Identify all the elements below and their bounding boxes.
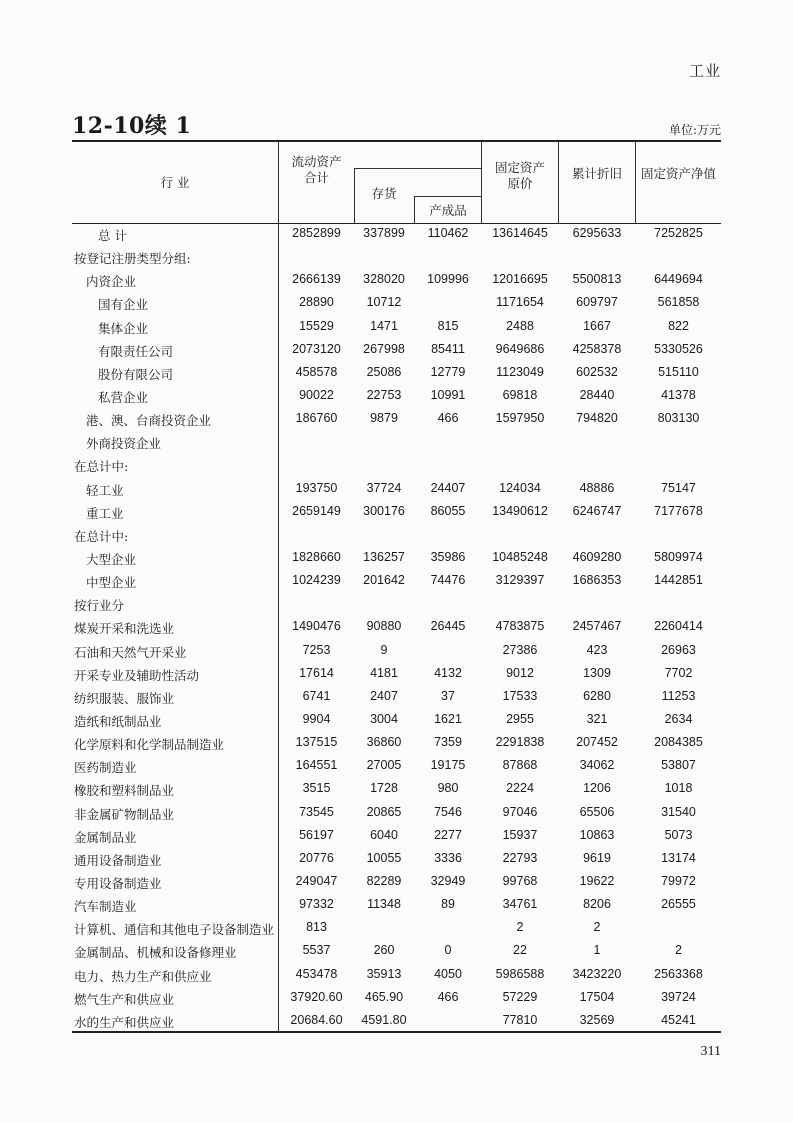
cell-value: 36860 xyxy=(366,735,402,750)
table-row xyxy=(72,778,721,801)
cell-value: 13490612 xyxy=(492,503,548,518)
table-row xyxy=(72,1010,721,1033)
cell-value: 37 xyxy=(441,688,455,703)
cell-value: 15529 xyxy=(299,318,334,333)
cell-value: 5330526 xyxy=(654,341,703,356)
cell-value: 602532 xyxy=(576,364,618,379)
table-row xyxy=(72,501,721,524)
table-body xyxy=(72,223,721,1033)
cell-value: 2073120 xyxy=(292,341,341,356)
cell-value: 815 xyxy=(437,318,459,333)
table-row xyxy=(72,570,721,593)
table-header xyxy=(72,142,721,224)
cell-value: 249047 xyxy=(295,873,338,888)
cell-value: 1728 xyxy=(370,781,398,796)
table-row xyxy=(72,339,721,362)
table-heading xyxy=(72,112,721,142)
cell-value: 1309 xyxy=(583,665,611,680)
cell-value: 90880 xyxy=(366,619,402,634)
cell-value: 124034 xyxy=(499,480,541,495)
cell-value: 69818 xyxy=(502,387,538,402)
cell-value: 37724 xyxy=(366,480,402,495)
table-row xyxy=(72,802,721,825)
cell-value: 45241 xyxy=(661,1012,696,1027)
cell-value: 561858 xyxy=(657,295,700,310)
cell-value: 9649686 xyxy=(495,341,545,356)
cell-value: 2488 xyxy=(506,318,534,333)
header-fixed-assets-original: 固定资产 原价 xyxy=(494,160,545,191)
cell-value: 4609280 xyxy=(572,549,622,564)
cell-value: 2260414 xyxy=(654,619,703,634)
cell-value: 22793 xyxy=(502,850,538,865)
table-row xyxy=(72,663,721,686)
cell-value: 22753 xyxy=(366,387,402,402)
table-row xyxy=(72,478,721,501)
cell-value: 82289 xyxy=(366,873,402,888)
cell-value: 3336 xyxy=(434,850,462,865)
cell-value: 27005 xyxy=(366,758,402,773)
row-label: 外商投资企业 xyxy=(86,436,162,452)
cell-value: 77810 xyxy=(502,1012,538,1027)
cell-value: 321 xyxy=(586,711,608,726)
cell-value: 0 xyxy=(444,943,452,958)
cell-value: 65506 xyxy=(579,804,615,819)
cell-value: 57229 xyxy=(502,989,538,1004)
cell-value: 97046 xyxy=(502,804,538,819)
cell-value: 9 xyxy=(380,642,388,657)
table-row xyxy=(72,755,721,778)
cell-value: 3129397 xyxy=(495,573,545,588)
bottom-rule xyxy=(72,1031,721,1033)
cell-value: 39724 xyxy=(661,989,696,1004)
cell-value: 201642 xyxy=(363,573,405,588)
cell-value: 10863 xyxy=(579,827,615,842)
row-label: 内资企业 xyxy=(86,274,137,290)
cell-value: 15937 xyxy=(502,827,538,842)
cell-value: 10712 xyxy=(366,295,402,310)
table-row xyxy=(72,362,721,385)
cell-value: 75147 xyxy=(661,480,696,495)
cell-value: 4050 xyxy=(434,966,462,981)
cell-value: 7177678 xyxy=(654,503,703,518)
header-divider xyxy=(354,168,481,169)
cell-value: 28890 xyxy=(299,295,334,310)
cell-value: 207452 xyxy=(576,735,618,750)
cell-value: 1686353 xyxy=(572,573,622,588)
cell-value: 300176 xyxy=(363,503,405,518)
cell-value: 5537 xyxy=(302,943,331,958)
cell-value: 24407 xyxy=(430,480,466,495)
row-label: 化学原料和化学制品制造业 xyxy=(74,737,225,753)
cell-value: 803130 xyxy=(657,411,700,426)
cell-value: 4258378 xyxy=(572,341,622,356)
table-row xyxy=(72,223,721,246)
cell-value: 6295633 xyxy=(572,226,622,240)
table-row xyxy=(72,269,721,292)
cell-value: 22 xyxy=(513,943,527,958)
table-row xyxy=(72,940,721,963)
cell-value: 337899 xyxy=(363,226,405,240)
row-label: 专用设备制造业 xyxy=(74,875,162,891)
table-row xyxy=(72,431,721,454)
row-label: 开采专业及辅助性活动 xyxy=(74,667,200,683)
cell-value: 2407 xyxy=(370,688,398,703)
table-row xyxy=(72,732,721,755)
cell-value: 5986588 xyxy=(495,966,545,981)
header-divider xyxy=(414,196,415,223)
row-label: 中型企业 xyxy=(86,575,137,591)
cell-value: 25086 xyxy=(366,364,402,379)
cell-value: 7702 xyxy=(664,665,693,680)
table-row xyxy=(72,871,721,894)
row-label: 股份有限公司 xyxy=(98,366,174,382)
header-divider xyxy=(354,168,355,223)
row-label: 按行业分 xyxy=(74,598,125,614)
cell-value: 2084385 xyxy=(654,735,703,750)
table-row xyxy=(72,454,721,477)
table-row xyxy=(72,316,721,339)
section-tag: 工业 xyxy=(688,62,721,80)
cell-value: 4181 xyxy=(370,665,398,680)
row-label: 轻工业 xyxy=(86,482,124,498)
cell-value: 97332 xyxy=(299,897,334,912)
header-divider xyxy=(558,142,559,223)
row-label: 计算机、通信和其他电子设备制造业 xyxy=(74,922,275,938)
cell-value: 4591.80 xyxy=(361,1012,407,1027)
cell-value: 3423220 xyxy=(572,966,622,981)
header-divider xyxy=(481,142,482,223)
table-row xyxy=(72,385,721,408)
table-row xyxy=(72,640,721,663)
cell-value: 73545 xyxy=(299,804,334,819)
cell-value: 11348 xyxy=(367,897,401,912)
cell-value: 466 xyxy=(437,989,459,1004)
cell-value: 32949 xyxy=(430,873,466,888)
cell-value: 2 xyxy=(675,943,682,958)
table-row xyxy=(72,709,721,732)
cell-value: 1621 xyxy=(434,711,462,726)
header-current-assets: 流动资产 合计 xyxy=(291,154,342,185)
cell-value: 2563368 xyxy=(654,966,703,981)
cell-value: 980 xyxy=(437,781,459,796)
row-label: 医药制造业 xyxy=(74,760,137,776)
table-number: 12-10续 1 xyxy=(72,113,192,139)
cell-value: 35986 xyxy=(430,549,466,564)
cell-value: 110462 xyxy=(427,226,469,240)
cell-value: 1828660 xyxy=(292,549,341,564)
cell-value: 2277 xyxy=(434,827,462,842)
row-label: 非金属矿物制品业 xyxy=(74,806,175,822)
cell-value: 1597950 xyxy=(495,411,545,426)
cell-value: 17533 xyxy=(502,688,538,703)
header-inventory: 存货 xyxy=(371,186,397,201)
cell-value: 19175 xyxy=(430,758,466,773)
row-label: 在总计中: xyxy=(74,459,129,475)
cell-value: 74476 xyxy=(430,573,466,588)
table-row xyxy=(72,987,721,1010)
table-row xyxy=(72,825,721,848)
table-row xyxy=(72,547,721,570)
cell-value: 6449694 xyxy=(654,272,703,287)
page-number: 311 xyxy=(700,1044,721,1059)
cell-value: 7252825 xyxy=(654,226,703,240)
cell-value: 12016695 xyxy=(492,272,548,287)
cell-value: 186760 xyxy=(295,411,338,426)
cell-value: 3515 xyxy=(302,781,331,796)
cell-value: 20865 xyxy=(366,804,402,819)
cell-value: 1 xyxy=(593,943,601,958)
cell-value: 5500813 xyxy=(572,272,622,287)
cell-value: 466 xyxy=(437,411,459,426)
cell-value: 9879 xyxy=(370,411,398,426)
cell-value: 260 xyxy=(373,943,395,958)
cell-value: 27386 xyxy=(502,642,538,657)
cell-value: 8206 xyxy=(583,897,611,912)
cell-value: 109996 xyxy=(427,272,469,287)
row-label: 国有企业 xyxy=(98,297,149,313)
cell-value: 2852899 xyxy=(292,226,341,240)
cell-value: 2634 xyxy=(664,711,693,726)
header-divider xyxy=(635,142,636,223)
unit-label: 单位:万元 xyxy=(668,123,721,137)
cell-value: 164551 xyxy=(295,758,338,773)
cell-value: 465.90 xyxy=(364,989,404,1004)
cell-value: 2 xyxy=(593,920,601,935)
cell-value: 2 xyxy=(516,920,524,935)
row-label: 港、澳、台商投资企业 xyxy=(86,413,212,429)
row-label: 私营企业 xyxy=(98,389,149,405)
cell-value: 79972 xyxy=(661,873,696,888)
cell-value: 56197 xyxy=(299,827,334,842)
cell-value: 9904 xyxy=(302,711,331,726)
cell-value: 13174 xyxy=(661,850,696,865)
row-label: 电力、热力生产和供应业 xyxy=(74,968,212,984)
row-label: 通用设备制造业 xyxy=(74,852,162,868)
cell-value: 2291838 xyxy=(495,735,545,750)
cell-value: 813 xyxy=(306,920,327,935)
cell-value: 6741 xyxy=(302,688,331,703)
cell-value: 34761 xyxy=(502,897,538,912)
cell-value: 26445 xyxy=(430,619,466,634)
cell-value: 3004 xyxy=(370,711,398,726)
table-row xyxy=(72,616,721,639)
cell-value: 12779 xyxy=(430,364,466,379)
header-industry: 行 业 xyxy=(160,174,190,190)
cell-value: 28440 xyxy=(579,387,615,402)
row-label: 按登记注册类型分组: xyxy=(74,251,191,267)
cell-value: 822 xyxy=(668,318,689,333)
header-finished-goods: 产成品 xyxy=(429,202,467,218)
row-label: 金属制品、机械和设备修理业 xyxy=(74,945,237,961)
cell-value: 19622 xyxy=(579,873,615,888)
cell-value: 7546 xyxy=(434,804,462,819)
cell-value: 20684.60 xyxy=(290,1012,343,1027)
cell-value: 99768 xyxy=(502,873,538,888)
row-label: 有限责任公司 xyxy=(98,343,174,359)
row-label: 重工业 xyxy=(86,505,124,521)
cell-value: 1667 xyxy=(583,318,611,333)
table-row xyxy=(72,524,721,547)
row-label: 橡胶和塑料制品业 xyxy=(74,783,175,799)
cell-value: 1018 xyxy=(664,781,693,796)
cell-value: 136257 xyxy=(363,549,405,564)
cell-value: 2224 xyxy=(506,781,534,796)
row-label: 金属制品业 xyxy=(74,829,137,845)
table-row xyxy=(72,964,721,987)
cell-value: 6040 xyxy=(370,827,398,842)
row-label: 石油和天然气开采业 xyxy=(74,644,187,660)
cell-value: 4132 xyxy=(434,665,462,680)
cell-value: 90022 xyxy=(299,387,334,402)
cell-value: 10991 xyxy=(430,387,466,402)
cell-value: 1024239 xyxy=(292,573,341,588)
cell-value: 48886 xyxy=(579,480,615,495)
cell-value: 1442851 xyxy=(654,573,703,588)
cell-value: 2955 xyxy=(506,711,534,726)
cell-value: 9012 xyxy=(506,665,534,680)
cell-value: 89 xyxy=(441,897,455,912)
row-label: 造纸和纸制品业 xyxy=(74,713,162,729)
row-label: 纺织服装、服饰业 xyxy=(74,690,175,706)
cell-value: 2666139 xyxy=(292,272,341,287)
table-row xyxy=(72,593,721,616)
cell-value: 2659149 xyxy=(292,503,341,518)
cell-value: 37920.60 xyxy=(290,989,343,1004)
cell-value: 13614645 xyxy=(492,226,548,240)
cell-value: 53807 xyxy=(661,758,696,773)
row-label: 在总计中: xyxy=(74,528,129,544)
table-row xyxy=(72,408,721,431)
row-label: 总 计 xyxy=(98,228,127,243)
table-row xyxy=(72,917,721,940)
table-row xyxy=(72,848,721,871)
cell-value: 137515 xyxy=(295,735,338,750)
cell-value: 34062 xyxy=(579,758,615,773)
cell-value: 794820 xyxy=(576,411,618,426)
cell-value: 7253 xyxy=(302,642,331,657)
table-row xyxy=(72,894,721,917)
cell-value: 87868 xyxy=(502,758,538,773)
cell-value: 5809974 xyxy=(654,549,703,564)
cell-value: 20776 xyxy=(299,850,334,865)
cell-value: 17614 xyxy=(299,665,334,680)
cell-value: 11253 xyxy=(661,688,696,703)
cell-value: 4783875 xyxy=(495,619,545,634)
cell-value: 7359 xyxy=(434,735,462,750)
table-row xyxy=(72,292,721,315)
table-row xyxy=(72,686,721,709)
cell-value: 6246747 xyxy=(572,503,622,518)
cell-value: 1471 xyxy=(370,318,398,333)
row-label: 大型企业 xyxy=(86,551,137,567)
cell-value: 9619 xyxy=(583,850,611,865)
cell-value: 423 xyxy=(586,642,608,657)
cell-value: 458578 xyxy=(295,364,338,379)
table-row xyxy=(72,246,721,269)
cell-value: 5073 xyxy=(664,827,693,842)
header-divider xyxy=(414,196,481,197)
cell-value: 26963 xyxy=(661,642,696,657)
row-label: 集体企业 xyxy=(98,320,149,336)
cell-value: 1490476 xyxy=(292,619,341,634)
cell-value: 10485248 xyxy=(492,549,548,564)
row-label: 汽车制造业 xyxy=(74,899,137,915)
cell-value: 267998 xyxy=(363,341,405,356)
cell-value: 41378 xyxy=(661,387,696,402)
cell-value: 6280 xyxy=(583,688,611,703)
cell-value: 32569 xyxy=(579,1012,615,1027)
cell-value: 193750 xyxy=(295,480,338,495)
cell-value: 1171654 xyxy=(496,295,544,310)
cell-value: 86055 xyxy=(430,503,466,518)
cell-value: 35913 xyxy=(366,966,402,981)
header-accumulated-depreciation: 累计折旧 xyxy=(571,166,622,181)
cell-value: 453478 xyxy=(295,966,338,981)
cell-value: 609797 xyxy=(576,295,618,310)
row-label: 煤炭开采和洗选业 xyxy=(74,621,175,637)
cell-value: 31540 xyxy=(661,804,696,819)
row-label: 燃气生产和供应业 xyxy=(74,991,175,1007)
cell-value: 26555 xyxy=(661,897,696,912)
header-fixed-assets-net: 固定资产净值 xyxy=(640,166,716,181)
cell-value: 10055 xyxy=(366,850,402,865)
cell-value: 85411 xyxy=(431,341,465,356)
cell-value: 2457467 xyxy=(572,619,622,634)
cell-value: 515110 xyxy=(658,364,699,379)
cell-value: 328020 xyxy=(363,272,405,287)
cell-value: 1123049 xyxy=(496,364,544,379)
cell-value: 1206 xyxy=(583,781,611,796)
cell-value: 17504 xyxy=(579,989,615,1004)
row-label: 水的生产和供应业 xyxy=(74,1014,175,1030)
